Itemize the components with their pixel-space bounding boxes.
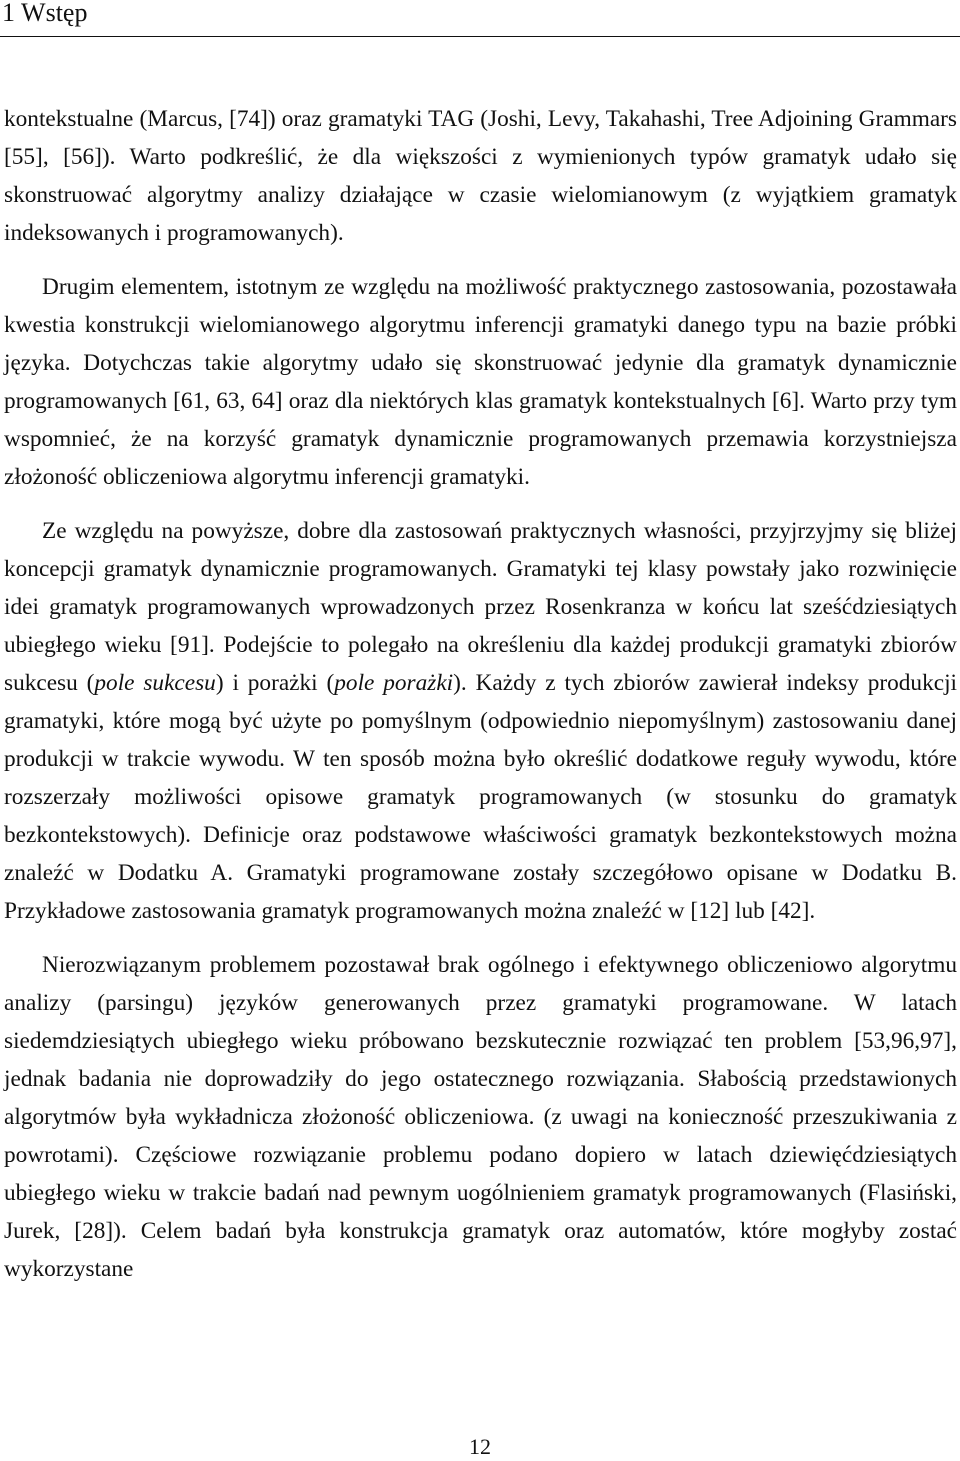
paragraph-1: kontekstualne (Marcus, [74]) oraz gramatyki TAG (Joshi, Levy, Takahashi, Tree Adjoining Grammars [55], [56]). Warto podkreślić, że dla większości z wymienionych typów gramatyk udało się skonstruować algorytmy analizy działające w czasie wielomianowym (z wyjątkiem gramatyk indeksowanych i programowanych). xyxy=(4,106,957,246)
paragraph-3 xyxy=(4,512,957,930)
paragraph-2: Drugim elementem, istotnym ze względu na możliwość praktycznego zastosowania, pozostawała kwestia konstrukcji wielomianowego algorytmu inferencji gramatyki danego typu na bazie próbki języka. Dotychczas takie algorytmy udało się skonstruować jedynie dla gramatyk dynamicznie programowanych [61, 63, 64] oraz dla niektórych klas gramatyk kontekstualnych [6]. Warto przy tym wspomnieć, że na korzyść gramatyk dynamicznie programowanych przemawia korzystniejsza złożoność obliczeniowa algorytmu inferencji gramatyki. xyxy=(4,274,957,490)
paragraph-3-part-3: ). Każdy z tych zbiorów zawierał indeksy produkcji gramatyki, które mogą być użyte po pomyślnym (odpowiednio niepomyślnym) zastosowaniu danej produkcji w trakcie wywodu. W ten sposób można było określić dodatkowe reguły wywodu, które rozszerzały możliwości opisowe gramatyk programowanych (w stosunku do gramatyk bezkontekstowych). Definicje oraz podstawowe właściwości gramatyk bezkontekstowych można znaleźć w Dodatku A. Gramatyki programowane zostały szczegółowo opisane w Dodatku B. Przykładowe zastosowania gramatyk programowanych można znaleźć w [12] lub [42]. xyxy=(4,670,958,924)
running-head xyxy=(0,0,960,37)
page-number: 12 xyxy=(469,1434,491,1459)
paragraph-3-part-2: ) i porażki ( xyxy=(215,670,335,696)
chapter-heading: 1 Wstęp xyxy=(2,0,88,27)
paragraph-4: Nierozwiązanym problemem pozostawał brak ogólnego i efektywnego obliczeniowo algorytmu analizy (parsingu) języków generowanych przez gramatyki programowane. W latach siedemdziesiątych ubiegłego wieku próbowano bezskutecznie rozwiązać ten problem [53,96,97], jednak badania nie doprowadziły do jego ostatecznego rozwiązania. Słabością przedstawionych algorytmów była wykładnicza złożoność obliczeniowa. (z uwagi na konieczność przeszukiwania z powrotami). Częściowe rozwiązanie problemu podano dopiero w latach dziewięćdziesiątych ubiegłego wieku w trakcie badań nad pewnym uogólnieniem gramatyk programowanych (Flasiński, Jurek, [28]). Celem badań była konstrukcja gramatyk oraz automatów, które mogłyby zostać wykorzystane xyxy=(4,952,957,1282)
term-pole-sukcesu: pole sukcesu xyxy=(94,670,216,696)
body-text xyxy=(4,100,957,1288)
term-pole-porazki: pole porażki xyxy=(334,670,454,696)
paragraph-3-part-1: Ze względu na powyższe, dobre dla zastosowań praktycznych własności, przyjrzyjmy się bliżej koncepcji gramatyk dynamicznie programowanych. Gramatyki tej klasy powstały jako rozwinięcie idei gramatyk programowanych wprowadzonych przez Rosenkranza w końcu lat sześćdziesiątych ubiegłego wieku [91]. Podejście to polegało na określeniu dla każdej produkcji gramatyki zbiorów sukcesu ( xyxy=(4,518,957,696)
